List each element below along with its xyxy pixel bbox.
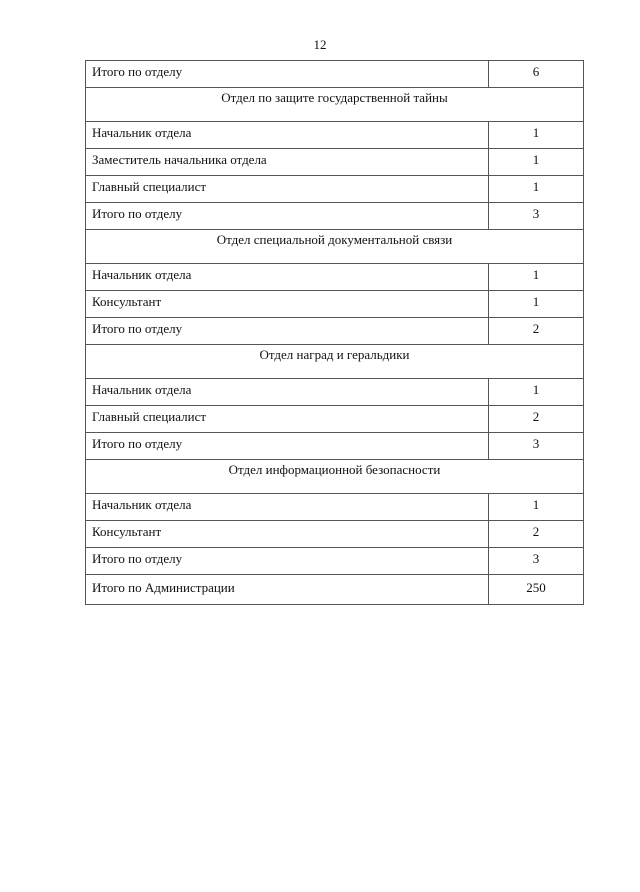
position-count: 1 [489,291,584,318]
position-count: 1 [489,264,584,291]
position-count: 2 [489,406,584,433]
section-header-row [86,88,584,122]
position-count: 3 [489,203,584,230]
position-count: 2 [489,521,584,548]
position-name: Начальник отдела [86,379,489,406]
position-name: Начальник отдела [86,494,489,521]
position-name: Заместитель начальника отдела [86,149,489,176]
position-name: Консультант [86,521,489,548]
table-row [86,149,584,176]
position-name: Начальник отдела [86,122,489,149]
page-number: 12 [313,37,327,52]
table-row [86,406,584,433]
table-row [86,176,584,203]
section-title: Отдел специальной документальной связи [86,230,584,264]
position-name: Консультант [86,291,489,318]
position-count: 2 [489,318,584,345]
position-name: Начальник отдела [86,264,489,291]
table-row [86,318,584,345]
position-count: 1 [489,122,584,149]
table-row [86,61,584,88]
position-name: Итого по отделу [86,433,489,460]
table-row [86,379,584,406]
position-count: 1 [489,379,584,406]
position-name: Итого по отделу [86,203,489,230]
section-header-row [86,230,584,264]
section-header-row [86,345,584,379]
section-title: Отдел по защите государственной тайны [86,88,584,122]
position-name: Итого по отделу [86,61,489,88]
table-row [86,494,584,521]
staffing-table-body [86,61,584,605]
position-name: Главный специалист [86,406,489,433]
table-row [86,291,584,318]
position-count: 6 [489,61,584,88]
section-header-row [86,460,584,494]
position-name: Главный специалист [86,176,489,203]
section-title: Отдел информационной безопасности [86,460,584,494]
grand-total-row [86,575,584,605]
table-row [86,433,584,460]
position-name: Итого по отделу [86,548,489,575]
position-count: 1 [489,149,584,176]
position-count: 3 [489,548,584,575]
table-row [86,264,584,291]
section-title: Отдел наград и геральдики [86,345,584,379]
position-count: 1 [489,176,584,203]
staffing-table [85,60,584,605]
position-count: 3 [489,433,584,460]
table-row [86,203,584,230]
grand-total-count: 250 [489,575,584,605]
table-row [86,122,584,149]
table-row [86,521,584,548]
position-count: 1 [489,494,584,521]
table-row [86,548,584,575]
grand-total-label: Итого по Администрации [86,575,489,605]
position-name: Итого по отделу [86,318,489,345]
